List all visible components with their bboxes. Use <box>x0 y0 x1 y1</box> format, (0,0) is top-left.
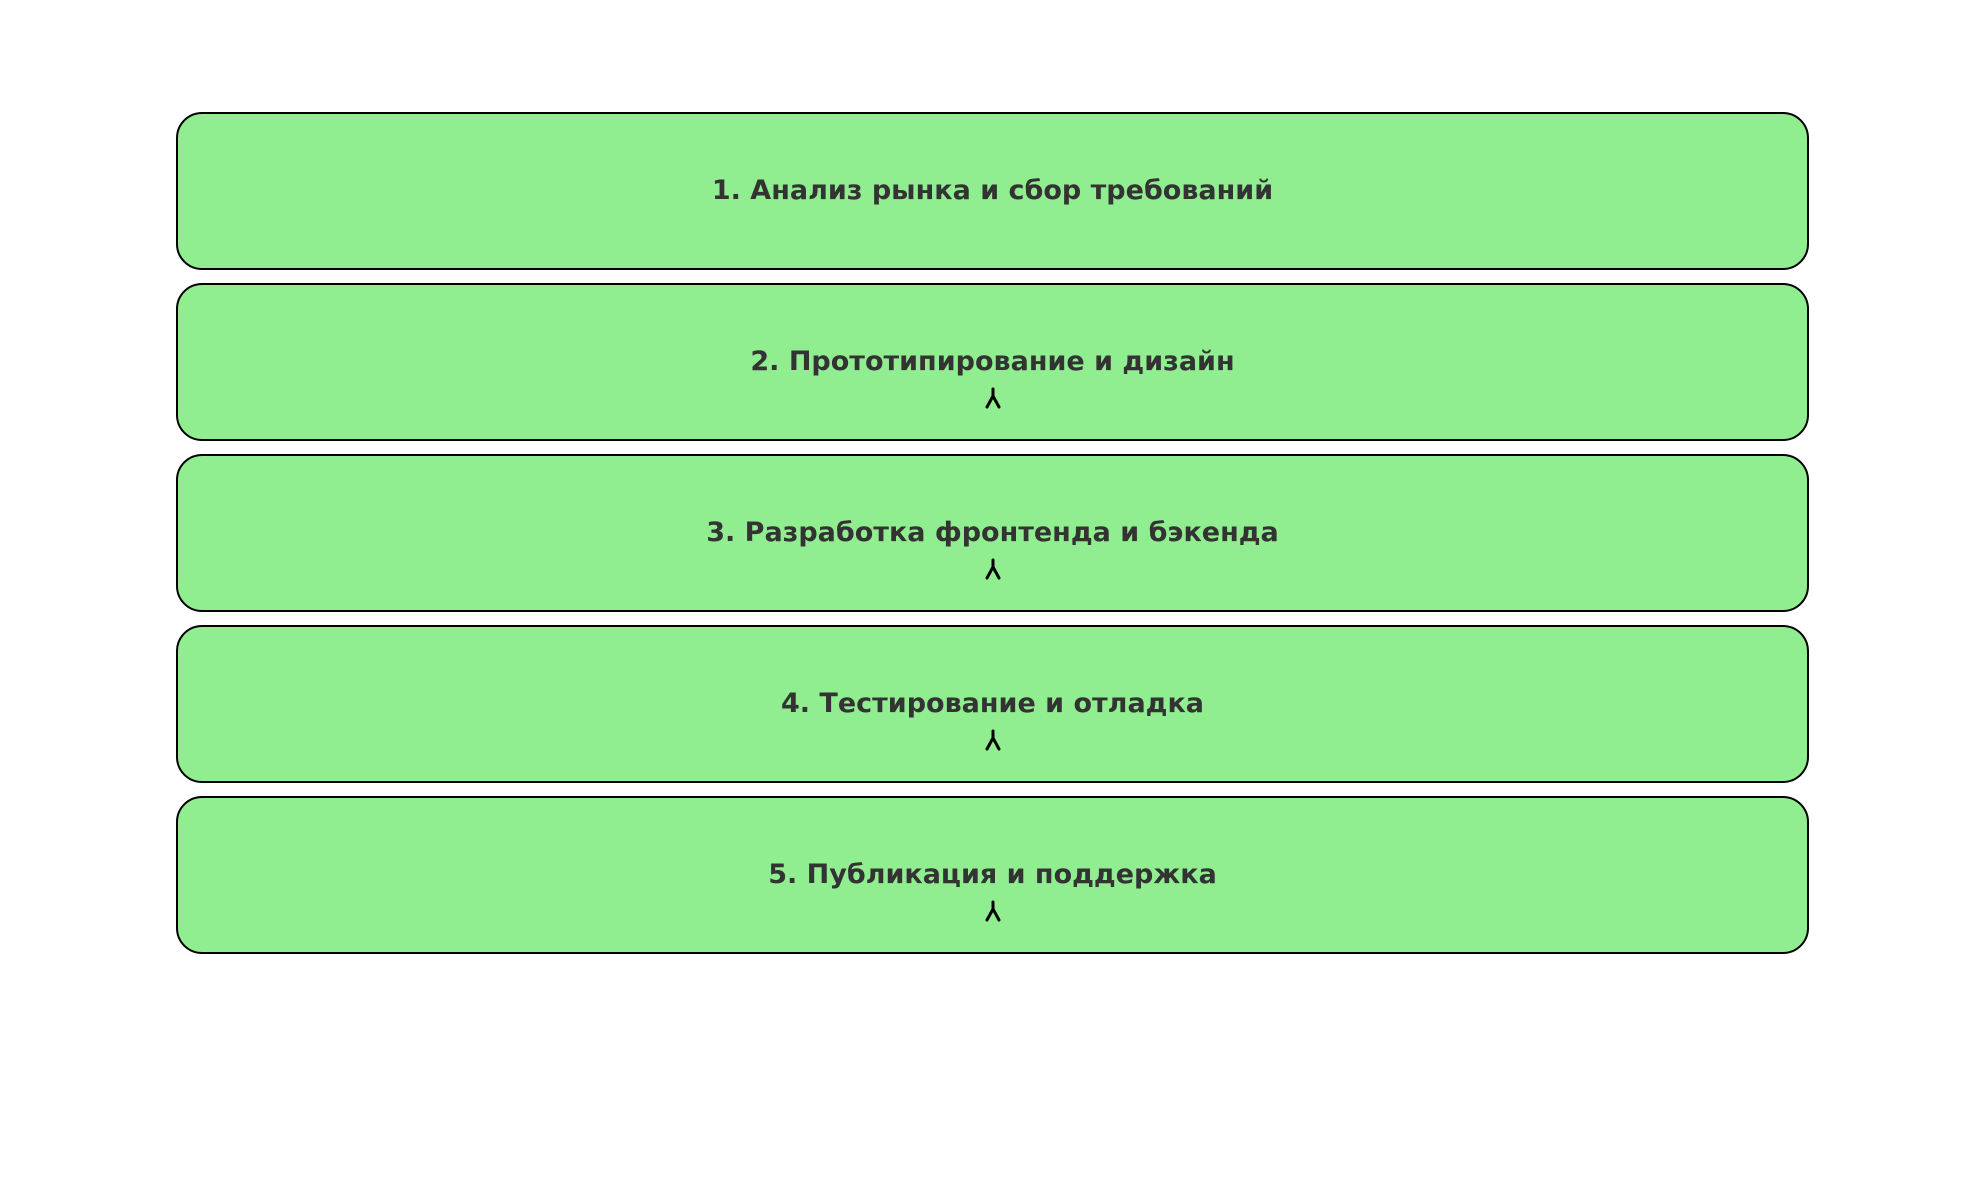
step-3-label: 3. Разработка фронтенда и бэкенда <box>706 517 1279 548</box>
step-5-label: 5. Публикация и поддержка <box>768 859 1217 890</box>
step-5-box <box>176 796 1809 954</box>
arrow-up-icon <box>983 729 1003 751</box>
step-4-label: 4. Тестирование и отладка <box>780 688 1205 719</box>
step-4-box <box>176 625 1809 783</box>
step-2-box <box>176 283 1809 441</box>
step-1-label: 1. Анализ рынка и сбор требований <box>711 175 1274 206</box>
step-1-box <box>176 112 1809 270</box>
step-2-label: 2. Прототипирование и дизайн <box>750 346 1235 377</box>
arrow-up-icon <box>983 387 1003 409</box>
arrow-up-icon <box>983 558 1003 580</box>
step-3-box <box>176 454 1809 612</box>
arrow-up-icon <box>983 900 1003 922</box>
